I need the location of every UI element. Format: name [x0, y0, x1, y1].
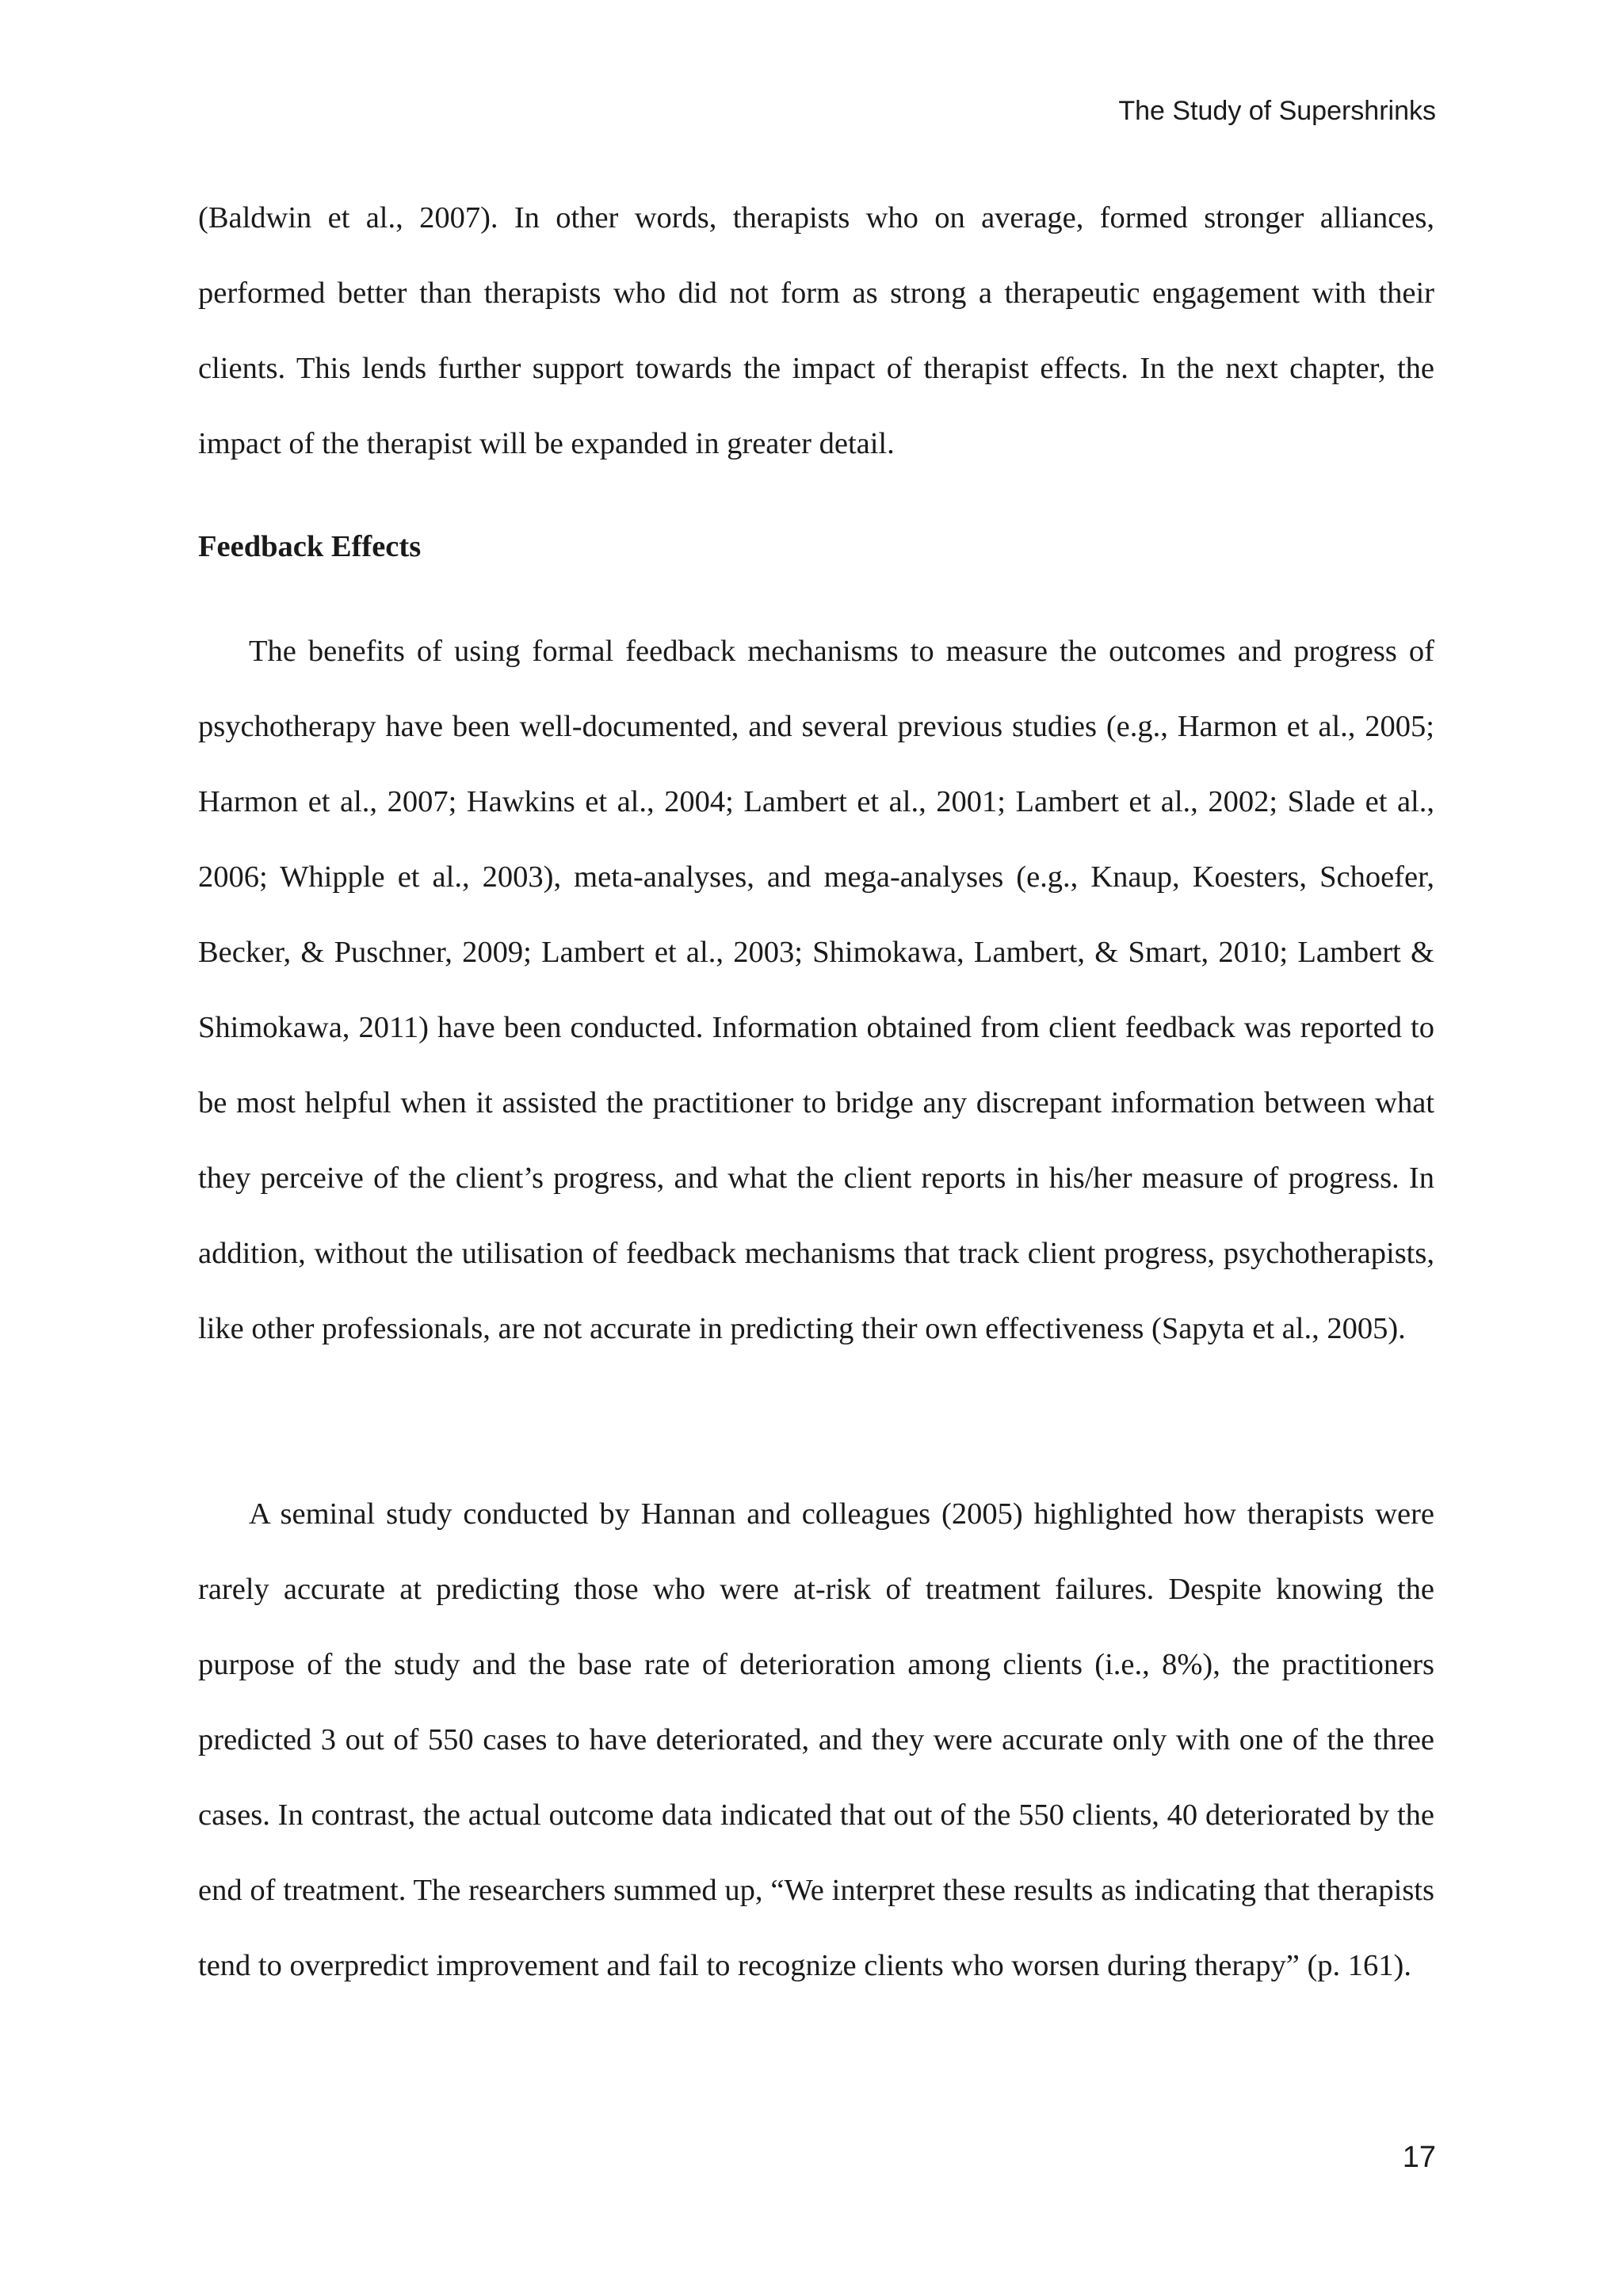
paragraph-continued: (Baldwin et al., 2007). In other words, therapists who on average, formed stronger alliances, performed better than therapists who did not form as strong a therapeutic engagement with their clients. This lends further support towards the impact of therapist effects. In the next chapter, the impact of the therapist will be expanded in greater detail.	[198, 201, 1434, 460]
section-heading: Feedback Effects	[198, 530, 422, 563]
paragraph-feedback-benefits: The benefits of using formal feedback mechanisms to measure the outcomes and progress of psychotherapy have been well-documented, and several previous studies (e.g., Harmon et al., 2005; Harmon et al., 2007; Hawkins et al., 2004; Lambert et al., 2001; Lambert et al., 2002; Slade et al., 2006; Whipple et al., 2003), meta-analyses, and mega-analyses (e.g., Knaup, Koesters, Schoefer, Becker, & Puschner, 2009; Lambert et al., 2003; Shimokawa, Lambert, & Smart, 2010; Lambert & Shimokawa, 2011) have been conducted. Information obtained from client feedback was reported to be most helpful when it assisted the practitioner to bridge any discrepant information between what they perceive of the client’s progress, and what the client reports in his/her measure of progress. In addition, without the utilisation of feedback mechanisms that track client progress, psychotherapists, like other professionals, are not accurate in predicting their own effectiveness (Sapyta et al., 2005).	[198, 635, 1434, 1345]
paragraph-seminal-study: A seminal study conducted by Hannan and colleagues (2005) highlighted how therapists were rarely accurate at predicting those who were at-risk of treatment failures. Despite knowing the purpose of the study and the base rate of deterioration among clients (i.e., 8%), the practitioners predicted 3 out of 550 cases to have deteriorated, and they were accurate only with one of the three cases. In contrast, the actual outcome data indicated that out of the 550 clients, 40 deteriorated by the end of treatment. The researchers summed up, “We interpret these results as indicating that therapists tend to overpredict improvement and fail to recognize clients who worsen during therapy” (p. 161).	[198, 1497, 1434, 1982]
running-header: The Study of Supershrinks	[1118, 96, 1436, 126]
page-number: 17	[1402, 2141, 1436, 2174]
